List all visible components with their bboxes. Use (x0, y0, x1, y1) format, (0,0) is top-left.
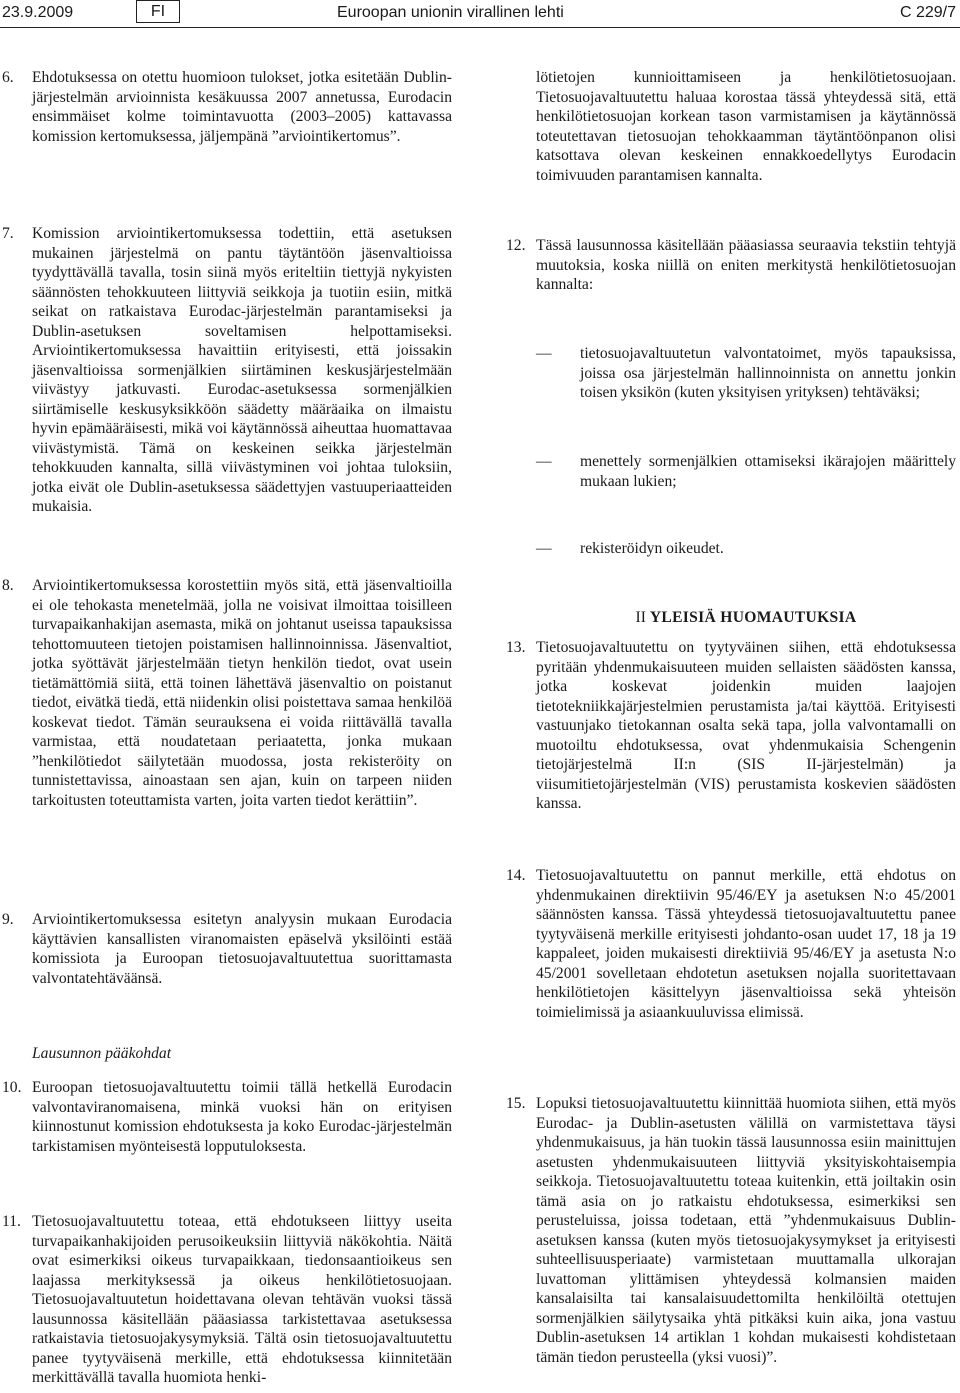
paragraph-12 (506, 236, 956, 295)
paragraph-number: 13. (506, 639, 526, 656)
paragraph-11 (2, 1212, 452, 1388)
dash-mark: — (536, 453, 552, 470)
list-item (536, 452, 956, 491)
paragraph-number: 6. (2, 69, 14, 86)
section-heading-number: II (635, 609, 646, 626)
paragraph-15 (506, 1094, 956, 1367)
paragraph-number: 12. (506, 237, 526, 254)
paragraph-text: Arviointikertomuksessa korostettiin myös sitä, että jäsenvaltioilla ei ole tehokasta menetelmää, jolla ne voisivat ilmoittaa toisilleen turvapaikanhakijan asemasta, mikä on johtanut useissa tapauksissa tehottomuuteen tietojen poistamisen hallinnoinnissa. Jäsenvaltiot, jotka syöttävät järjestelmään tietyn henkilön tiedot, ovat usein tietämättömiä siitä, että toinen lähettävä jäsenvaltio on poistanut tiedot, eivätkä tiedä, että niidenkin olisi poistettava samaa henkilöä koskevat tiedot. Tämän seurauksena ei voida riittävällä tavalla varmistaa, että noudatetaan periaatetta, jonka mukaan ”henkilötiedot säilytetään muodossa, josta rekisteröity on tunnistettavissa, ainoastaan sen ajan, kuin on tarpeen niiden tarkoitusten toteuttamista varten, joita varten tiedot kerättiin”. (32, 577, 452, 809)
dash-mark: — (536, 345, 552, 362)
paragraph-number: 15. (506, 1095, 526, 1112)
paragraph-text: Euroopan tietosuojavaltuutettu toimii tällä hetkellä Eurodacin valvontaviranomaisena, minkä vuoksi hän on erityisen kiinnostunut komission ehdotuksesta ja koko Eurodac-järjestelmän tarkistamisen myönteisestä lopputuloksesta. (32, 1079, 452, 1155)
journal-title: Euroopan unionin virallinen lehti (337, 4, 564, 21)
paragraph-text: Tietosuojavaltuutettu on pannut merkille, että ehdotus on yhdenmukainen direktiivin 95/46/EY ja asetuksen N:o 45/2001 säännösten kanssa. Tässä yhteydessä tietosuojavaltuutettu panee tyytyväisenä merkille erityisesti johdanto-osan uudet 17, 18 ja 19 kappaleet, joiden mukaisesti direktiiviä 95/46/EY ja asetusta N:o 45/2001 sovelletaan ehdotetun asetuksen nojalla suoritettavaan henkilötietojen käsittelyyn jäsenvaltioissa sekä yhteisön toimielimissä ja asiaankuuluvissa elimissä. (536, 867, 956, 1021)
paragraph-text: Arviointikertomuksessa esitetyn analyysin mukaan Eurodacia käyttävien kansallisten viranomaisten epäselvä yksilöinti estää komissiota ja Euroopan tietosuojavaltuutettua suorittamasta valvontatehtäväänsä. (32, 911, 452, 987)
paragraph-number: 8. (2, 577, 14, 594)
dash-mark: — (536, 540, 552, 557)
paragraph-number: 9. (2, 911, 14, 928)
section-heading-text: YLEISIÄ HUOMAUTUKSIA (649, 609, 857, 626)
list-item (536, 344, 956, 403)
paragraph-7 (2, 224, 452, 517)
paragraph-9 (2, 910, 452, 988)
list-item-text: tietosuojavaltuutetun valvontatoimet, myös tapauksissa, joissa osa järjestelmän hallinnoinnista on annettu jonkin toisen yksikön (kuten yksityisen yrityksen) tehtäväksi; (580, 345, 956, 401)
paragraph-8 (2, 576, 452, 810)
paragraph-number: 7. (2, 225, 14, 242)
paragraph-number: 14. (506, 867, 526, 884)
list-item-text: menettely sormenjälkien ottamiseksi ikärajojen määrittely mukaan lukien; (580, 453, 956, 490)
paragraph-text: Tietosuojavaltuutettu toteaa, että ehdotukseen liittyy useita turvapaikanhakijoiden perusoikeuksiin liittyviä näkökohtia. Näitä ovat esimerkiksi oikeus turvapaikkaan, tiedonsaantioikeus sen laajassa merkityksessä ja oikeus henkilötietosuojaan. Tietosuojavaltuutetun hoidettavana olevan tehtävän vuoksi tässä lausunnossa käsitellään pääasiassa tarkistettavaa asetuksessa ratkaistavia tietosuojakysymyksiä. Tältä osin tietosuojavaltuutettu panee tyytyväisenä merkille, että ehdotuksessa kiinnitetään merkittävällä tavalla huomiota henki- (32, 1213, 452, 1386)
paragraph-text: Lopuksi tietosuojavaltuutettu kiinnittää huomiota siihen, että myös Eurodac- ja Dublin-asetusten välillä on varmistettava täysi yhdenmukaisuus, ja hän tuokin tässä lausunnossa esiin mainittujen asetusten yhdenmukaisuuteen liittyviä yksityiskohtaisempia seikkoja. Tietosuojavaltuutettu toteaa kuitenkin, että joiltakin osin tämä asia on jo ratkaistu ehdotuksessa, esimerkiksi sen perusteluissa, joissa todetaan, että ”yhdenmukaisuus Dublin-asetuksen kanssa (kuten myös tietosuojakysymykset ja erityisesti suhteellisuusperiaate) varmistetaan muuttamalla ulkorajan luvattoman ylittämisen yhteydessä kolmansien maiden kansalaisilta tai kansalaisuudettomilta henkilöiltä otettujen sormenjälkien säilytysaika yhtä pitkäksi kuin aika, jona vastuu Dublin-asetuksen 14 artiklan 1 kohdan mukaisesti kohdistetaan tämän tiedon perusteella (yksi vuosi)”. (536, 1095, 956, 1366)
paragraph-11-continued: lötietojen kunnioittamiseen ja henkilötietosuojaan. Tietosuojavaltuutettu haluaa korostaa tässä yhteydessä sitä, että henkilötietosuojan korkean tason varmistamisen ja käytännössä toteutettavan tietosuojan tehokkaamman täytäntöönpanon olisi katsottava olevan keskeinen ennakkoedellytys Eurodacin toimivuuden parantamisen kannalta. (536, 69, 956, 184)
paragraph-number: 11. (2, 1213, 21, 1230)
paragraph-text: Ehdotuksessa on otettu huomioon tulokset, jotka esitetään Dublin-järjestelmän arvioinnista kesäkuussa 2007 annetussa, Eurodacin ensimmäiset kolme toimintavuotta (2003–2005) kattavassa komission kertomuksessa, jäljempänä ”arviointikertomus”. (32, 69, 452, 145)
page-header (0, 0, 960, 28)
paragraph-14 (506, 866, 956, 1022)
section-heading (536, 608, 956, 628)
publication-date: 23.9.2009 (2, 4, 74, 21)
paragraph-text: Komission arviointikertomuksessa todettiin, että asetuksen mukainen järjestelmä on pantu täytäntöön jäsenvaltioissa tyydyttävällä tavalla, tosin siinä myös eriteltiin tiettyjä nykyisten säännösten tehokkuuteen liittyviä seikkoja ja tuotiin esiin, mitkä seikat on ratkaistava Eurodac-järjestelmän parantamiseksi ja Dublin-asetuksen soveltamisen helpottamiseksi. Arviointikertomuksessa havaittiin erityisesti, että joissakin jäsenvaltioissa sormenjälkien siirtäminen keskusjärjestelmään viivästyy jatkuvasti. Eurodac-asetuksessa sormenjälkien siirtämiselle keskusyksikköön säädetty määräaika on ilmaistu hyvin epämääräisesti, mikä voi käytännössä aiheuttaa huomattavaa viivästymistä. Tämä on keskeinen seikka järjestelmän tehokkuuden kannalta, sillä viivästyminen voi johtaa tuloksiin, jotka eivät ole Dublin-asetuksessa säädettyjen vastuuperiaatteiden mukaisia. (32, 225, 452, 515)
paragraph-number: 10. (2, 1079, 22, 1096)
paragraph-10 (2, 1078, 452, 1156)
paragraph-text: Tässä lausunnossa käsitellään pääasiassa seuraavia tekstiin tehtyjä muutoksia, koska niillä on eniten merkitystä henkilötietosuojan kannalta: (536, 237, 956, 293)
paragraph-13 (506, 638, 956, 814)
list-item (536, 539, 956, 559)
language-code: FI (136, 0, 180, 23)
paragraph-6 (2, 68, 452, 146)
page-reference: C 229/7 (899, 4, 956, 21)
list-item-text: rekisteröidyn oikeudet. (580, 540, 724, 557)
section-title: Lausunnon pääkohdat (32, 1045, 172, 1062)
paragraph-text: Tietosuojavaltuutettu on tyytyväinen siihen, että ehdotuksessa pyritään yhdenmukaisuuteen muiden sellaisten säädösten kanssa, jotka koskevat joidenkin muiden laajojen tietotekniikkajärjestelmien perustamista ja/tai käyttöä. Erityisesti vastuunjako tietokannan osalta sekä tapa, jolla valvontamalli on muotoiltu ehdotuksessa, ovat yhdenmukaisia Schengenin tietojärjestelmä II:n (SIS II-järjestelmän) ja viisumitietojärjestelmän (VIS) perustamista koskevien säädösten kanssa. (536, 639, 956, 812)
